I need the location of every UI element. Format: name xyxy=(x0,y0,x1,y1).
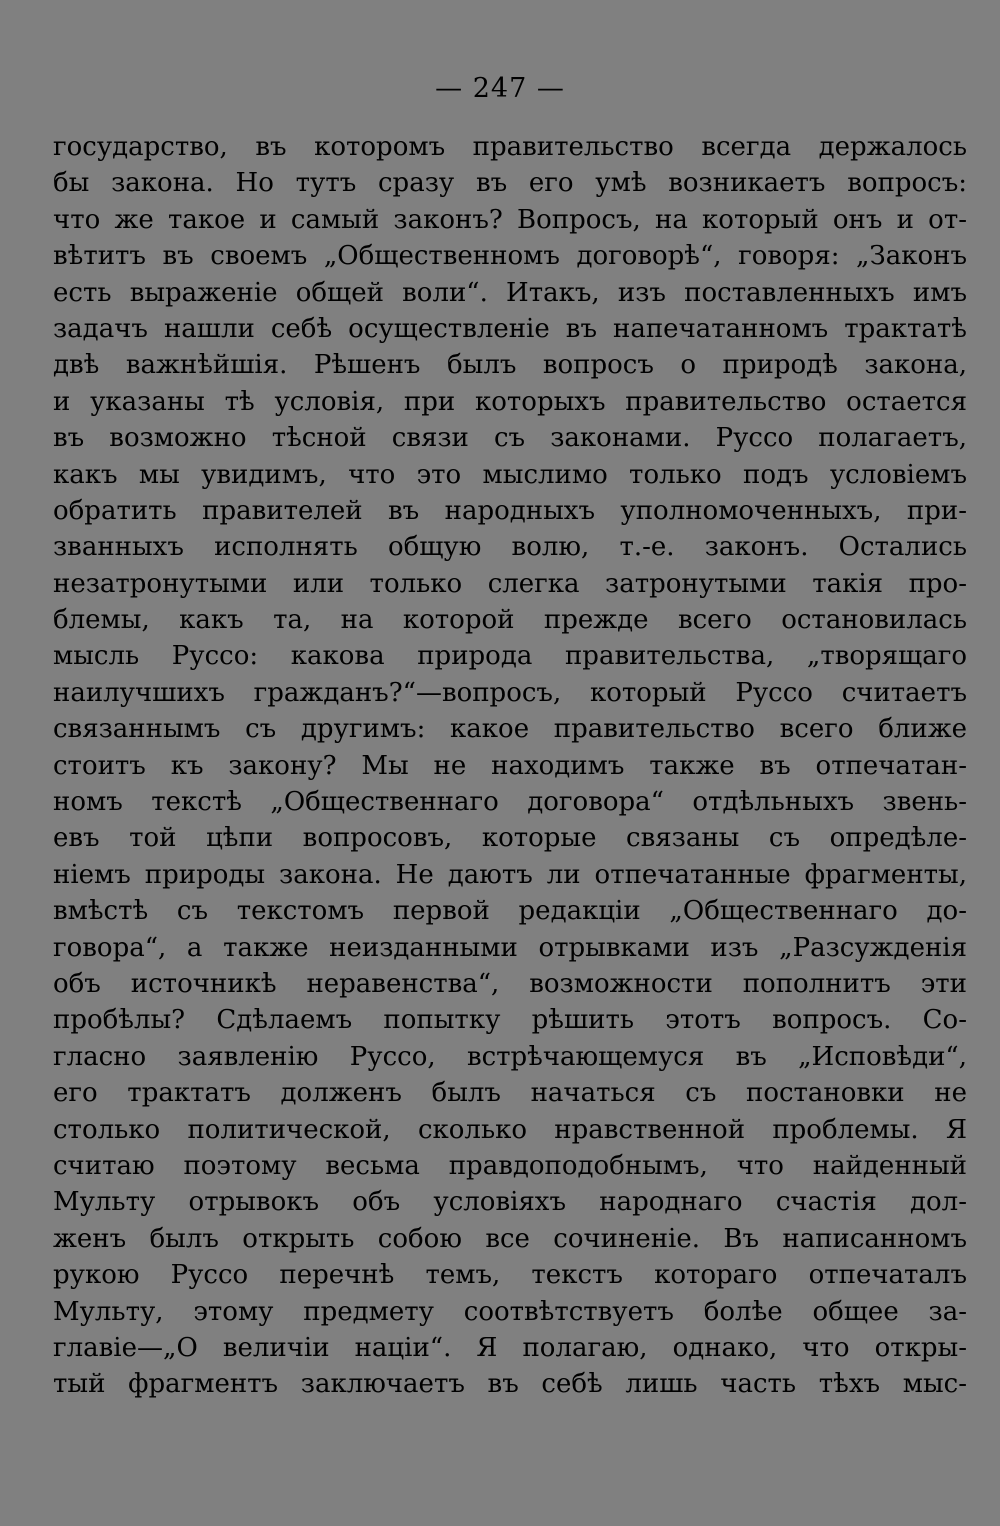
text-line: главіе—„О величіи націи“. Я полагаю, однако, что откры- xyxy=(53,1332,967,1363)
text-line: женъ былъ открыть собою все сочиненіе. Въ написанномъ xyxy=(53,1223,967,1254)
text-line: какъ мы увидимъ, что это мыслимо только подъ условіемъ xyxy=(53,459,967,490)
page-number: — 247 — xyxy=(435,73,565,104)
text-line: и указаны тѣ условія, при которыхъ правительство остается xyxy=(53,386,967,417)
text-line: его трактатъ долженъ былъ начаться съ постановки не xyxy=(53,1078,967,1109)
text-line: обратить правителей въ народныхъ уполномоченныхъ, при- xyxy=(53,495,967,526)
text-line: есть выраженіе общей воли“. Итакъ, изъ поставленныхъ имъ xyxy=(53,277,967,308)
text-line: задачъ нашли себѣ осуществленіе въ напечатанномъ трактатѣ xyxy=(53,313,967,344)
text-line: двѣ важнѣйшія. Рѣшенъ былъ вопросъ о природѣ закона, xyxy=(53,350,967,381)
text-line: говора“, а также неизданными отрывками изъ „Разсужденія xyxy=(53,932,967,963)
text-line: вѣтитъ въ своемъ „Общественномъ договорѣ“, говоря: „Законъ xyxy=(53,241,967,272)
text-line: столько политической, сколько нравственной проблемы. Я xyxy=(53,1114,967,1145)
text-line: блемы, какъ та, на которой прежде всего остановилась xyxy=(53,605,967,636)
text-line: Мульту, этому предмету соотвѣтствуетъ болѣе общее за- xyxy=(53,1296,967,1327)
text-line: объ источникѣ неравенства“, возможности пополнитъ эти xyxy=(53,968,967,999)
text-line: тый фрагментъ заключаетъ въ себѣ лишь часть тѣхъ мыс- xyxy=(53,1369,967,1400)
text-line: вмѣстѣ съ текстомъ первой редакціи „Общественнаго до- xyxy=(53,896,967,927)
text-line: ніемъ природы закона. Не даютъ ли отпечатанные фрагменты, xyxy=(53,859,967,890)
text-line: Мульту отрывокъ объ условіяхъ народнаго счастія дол- xyxy=(53,1187,967,1218)
text-line: евъ той цѣпи вопросовъ, которые связаны съ опредѣле- xyxy=(53,823,967,854)
text-line: государство, въ которомъ правительство всегда держалось xyxy=(53,132,967,162)
text-line: стоитъ къ закону? Мы не находимъ также въ отпечатан- xyxy=(53,750,967,781)
text-line: званныхъ исполнять общую волю, т.-е. законъ. Остались xyxy=(53,532,967,563)
text-line: что же такое и самый законъ? Вопросъ, на который онъ и от- xyxy=(53,204,967,235)
text-line: пробѣлы? Сдѣлаемъ попытку рѣшить этотъ вопросъ. Со- xyxy=(53,1005,967,1036)
body-text xyxy=(53,129,967,1403)
text-line: считаю поэтому весьма правдоподобнымъ, что найденный xyxy=(53,1150,967,1181)
text-line: незатронутыми или только слегка затронутыми такія про- xyxy=(53,568,967,599)
text-line: гласно заявленію Руссо, встрѣчающемуся въ „Исповѣди“, xyxy=(53,1041,967,1072)
text-line: связаннымъ съ другимъ: какое правительство всего ближе xyxy=(53,714,967,745)
text-line: рукою Руссо перечнѣ темъ, текстъ котораго отпечаталъ xyxy=(53,1260,967,1291)
text-line: наилучшихъ гражданъ?“—вопросъ, который Руссо считаетъ xyxy=(53,677,967,708)
text-line: номъ текстѣ „Общественнаго договора“ отдѣльныхъ звень- xyxy=(53,787,967,818)
text-line: въ возможно тѣсной связи съ законами. Руссо полагаетъ, xyxy=(53,423,967,454)
text-line: мысль Руссо: какова природа правительства, „творящаго xyxy=(53,641,967,672)
text-line: бы закона. Но тутъ сразу въ его умѣ возникаетъ вопросъ: xyxy=(53,168,967,199)
